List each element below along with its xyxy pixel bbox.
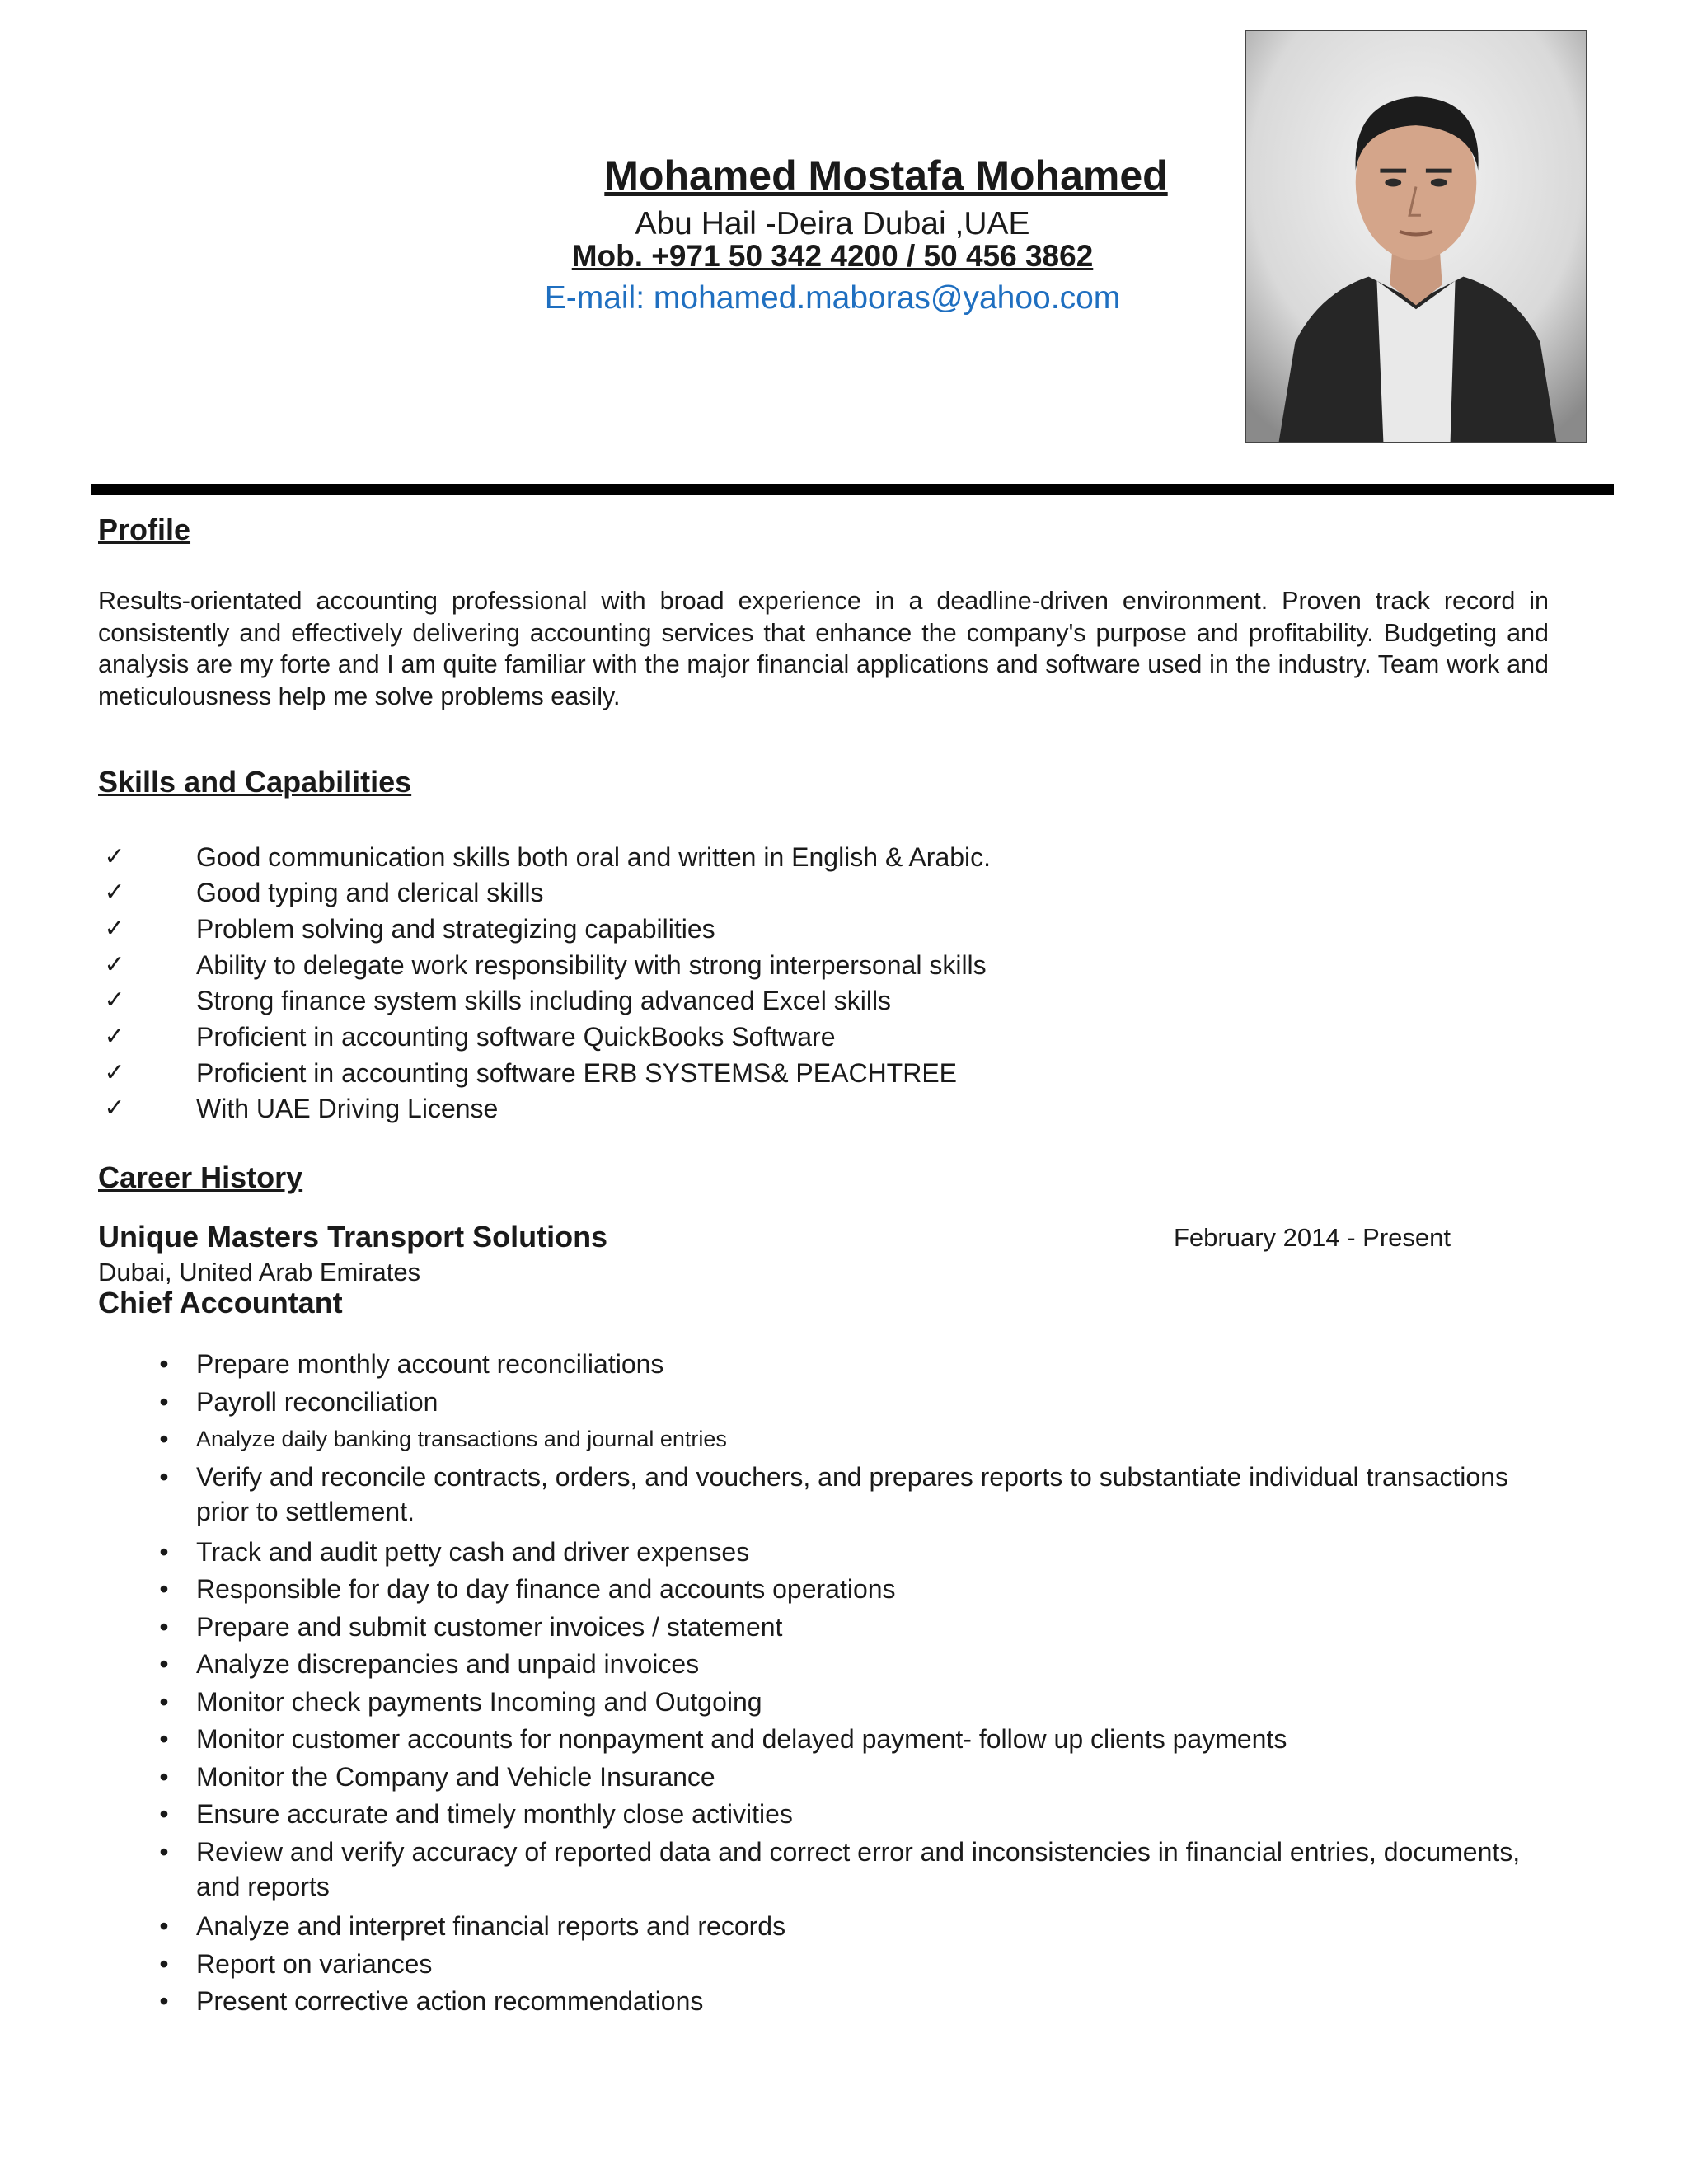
job-title: Chief Accountant <box>98 1286 343 1319</box>
employment-dates: February 2014 - Present <box>1174 1223 1451 1252</box>
check-icon: ✓ <box>104 878 125 907</box>
check-icon: ✓ <box>104 914 125 943</box>
bullet-icon: • <box>159 1762 169 1792</box>
check-icon: ✓ <box>104 950 125 979</box>
career-heading: Career History <box>98 1160 303 1194</box>
bullet-icon: • <box>159 1911 169 1941</box>
bullet-icon: • <box>159 1837 169 1867</box>
bullet-icon: • <box>159 1949 169 1979</box>
profile-heading: Profile <box>98 513 191 546</box>
portrait-image <box>1246 31 1586 442</box>
bullet-icon: • <box>159 1462 169 1492</box>
bullet-icon: • <box>159 1424 169 1454</box>
profile-summary: Results-orientated accounting professional with broad experience in a deadline-driven environment. Proven track record in consistently and effectively delivering accounting services that enhance the company's purpose and profitability. Budgeting and analysis are my forte and I am quite familiar with the major financial applications and software used in the industry. Team work and meticulousness help me solve problems easily. <box>98 587 1549 710</box>
bullet-icon: • <box>159 1799 169 1829</box>
candidate-address: Abu Hail -Deira Dubai ,UAE <box>635 206 1030 241</box>
header-divider <box>91 484 1614 495</box>
bullet-icon: • <box>159 1349 169 1379</box>
bullet-icon: • <box>159 1687 169 1717</box>
candidate-email[interactable]: E-mail: mohamed.maboras@yahoo.com <box>544 280 1121 316</box>
bullet-icon: • <box>159 1612 169 1642</box>
company-location: Dubai, United Arab Emirates <box>98 1258 421 1286</box>
check-icon: ✓ <box>104 1094 125 1122</box>
bullet-icon: • <box>159 1724 169 1754</box>
bullet-icon: • <box>159 1387 169 1417</box>
check-icon: ✓ <box>104 986 125 1015</box>
bullet-icon: • <box>159 1986 169 2016</box>
bullet-icon: • <box>159 1574 169 1604</box>
bullet-icon: • <box>159 1537 169 1567</box>
profile-photo <box>1245 30 1587 443</box>
skills-heading: Skills and Capabilities <box>98 765 412 799</box>
candidate-name: Mohamed Mostafa Mohamed <box>604 152 1168 199</box>
check-icon: ✓ <box>104 842 125 871</box>
check-icon: ✓ <box>104 1022 125 1051</box>
candidate-mobile: Mob. +971 50 342 4200 / 50 456 3862 <box>571 239 1094 273</box>
check-icon: ✓ <box>104 1058 125 1087</box>
bullet-icon: • <box>159 1649 169 1679</box>
company-name: Unique Masters Transport Solutions <box>98 1220 608 1254</box>
